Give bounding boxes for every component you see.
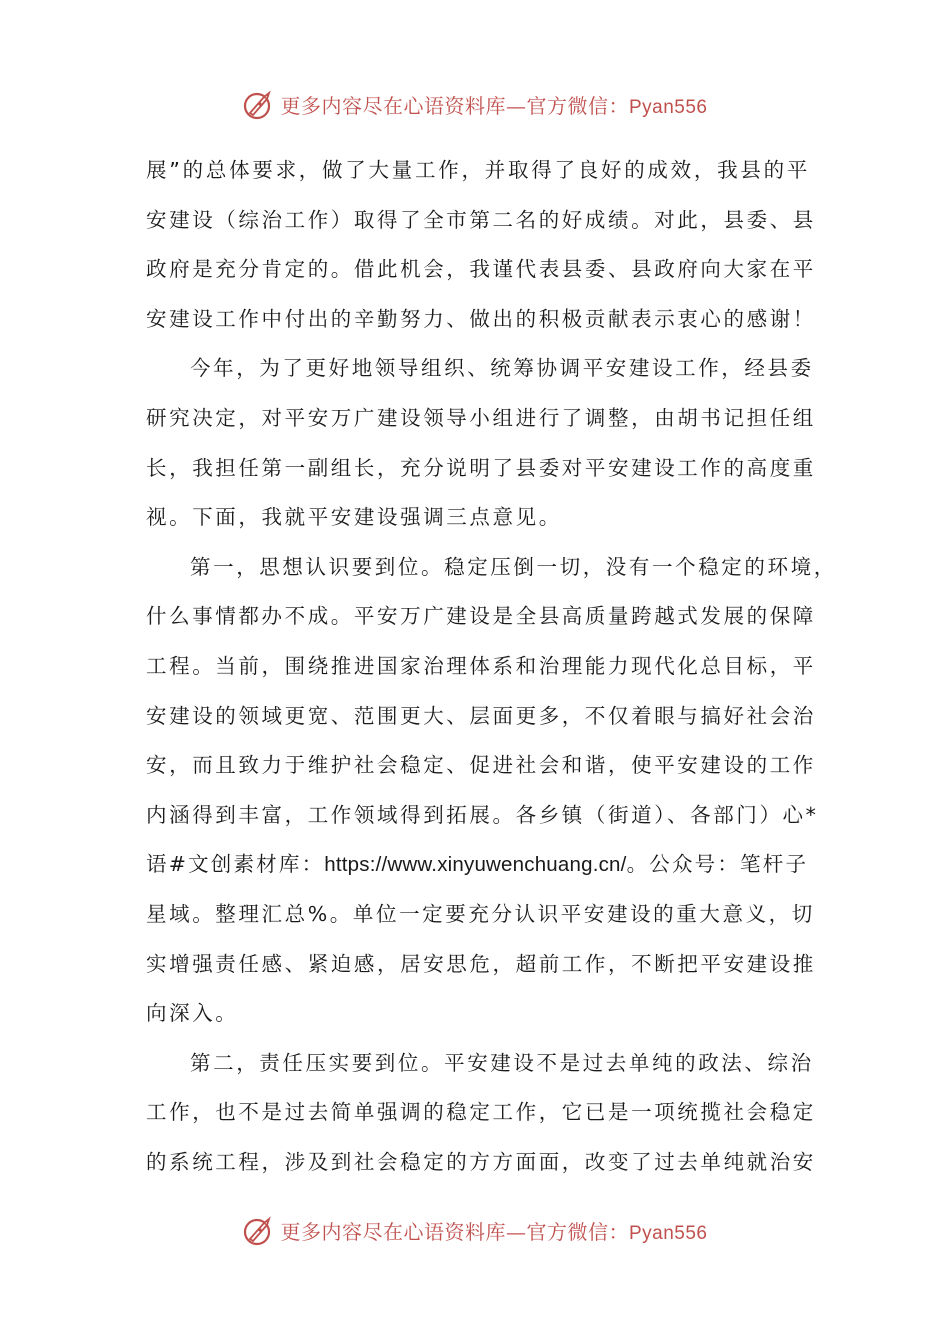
text-line: 展”的总体要求，做了大量工作，并取得了良好的成效，我县的平 bbox=[146, 158, 810, 182]
watermark-wechat-id: Pyan556 bbox=[628, 1222, 708, 1244]
pen-nib-logo-icon bbox=[242, 1213, 276, 1247]
text-line: 安建设工作中付出的辛勤努力、做出的积极贡献表示衷心的感谢！ bbox=[146, 306, 816, 331]
text-line: 安建设的领域更宽、范围更大、层面更多，不仅着眼与搞好社会治 bbox=[146, 703, 816, 728]
watermark-prefix: 更多内容尽在心语资料库 bbox=[280, 1219, 506, 1244]
text-line: 安建设（综治工作）取得了全市第二名的好成绩。对此，县委、县 bbox=[146, 207, 816, 232]
watermark-text bbox=[280, 1216, 707, 1245]
text-line: 第一，思想认识要到位。稳定压倒一切，没有一个稳定的环境， bbox=[190, 554, 837, 579]
text-line: 安，而且致力于维护社会稳定、促进社会和谐，使平安建设的工作 bbox=[146, 753, 816, 778]
text-line: 研究决定，对平安万广建设领导小组进行了调整，由胡书记担任组 bbox=[146, 405, 816, 430]
text-line: 实增强责任感、紧迫感，居安思危，超前工作，不断把平安建设推 bbox=[146, 951, 816, 976]
header-watermark bbox=[0, 84, 950, 124]
text-line: 向深入。 bbox=[146, 1001, 239, 1026]
text-segment: 语#文创素材库： bbox=[146, 852, 325, 877]
watermark-text bbox=[280, 90, 707, 119]
text-line: 视。下面，我就平安建设强调三点意见。 bbox=[146, 505, 562, 530]
watermark-separator: — bbox=[505, 93, 527, 118]
text-segment: 。公众号：笔杆子 bbox=[626, 852, 809, 877]
pen-nib-logo-icon bbox=[242, 87, 276, 121]
watermark-suffix: 官方微信： bbox=[526, 1219, 629, 1244]
text-line-with-url bbox=[146, 840, 810, 890]
text-line: 工作，也不是过去简单强调的稳定工作，它已是一项统揽社会稳定 bbox=[146, 1100, 816, 1125]
watermark-wechat-id: Pyan556 bbox=[628, 96, 708, 118]
text-line: 星域。整理汇总%。单位一定要充分认识平安建设的重大意义，切 bbox=[146, 901, 815, 926]
watermark-separator: — bbox=[505, 1219, 527, 1244]
text-line: 今年，为了更好地领导组织、统筹协调平安建设工作，经县委 bbox=[190, 356, 814, 381]
website-link[interactable]: https://www.xinyuwenchuang.cn/ bbox=[324, 853, 627, 877]
text-line: 什么事情都办不成。平安万广建设是全县高质量跨越式发展的保障 bbox=[146, 604, 816, 629]
text-line: 内涵得到丰富，工作领域得到拓展。各乡镇（街道）、各部门）心* bbox=[146, 802, 819, 827]
text-line: 长，我担任第一副组长，充分说明了县委对平安建设工作的高度重 bbox=[146, 455, 816, 480]
text-line: 的系统工程，涉及到社会稳定的方方面面，改变了过去单纯就治安 bbox=[146, 1149, 816, 1174]
watermark-suffix: 官方微信： bbox=[526, 93, 629, 118]
text-line: 政府是充分肯定的。借此机会，我谨代表县委、县政府向大家在平 bbox=[146, 257, 816, 282]
text-line: 第二，责任压实要到位。平安建设不是过去单纯的政法、综治 bbox=[190, 1050, 814, 1075]
watermark-prefix: 更多内容尽在心语资料库 bbox=[280, 93, 506, 118]
text-line: 工程。当前，围绕推进国家治理体系和治理能力现代化总目标，平 bbox=[146, 653, 816, 678]
footer-watermark bbox=[0, 1210, 950, 1250]
document-body bbox=[146, 146, 837, 1187]
